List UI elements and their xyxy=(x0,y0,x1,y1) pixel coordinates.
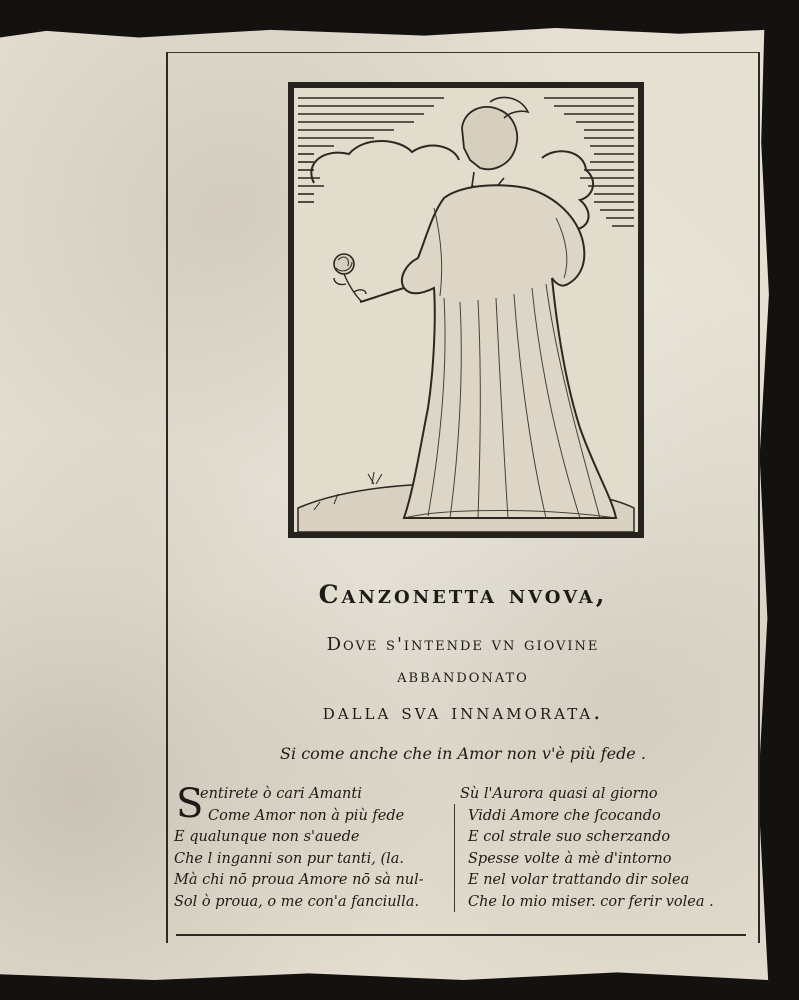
verse-column-left xyxy=(174,781,456,914)
verse-line: Viddi Amore che ſcocando xyxy=(468,807,661,824)
verse-line: E nel volar trattando dir solea xyxy=(468,872,690,889)
title-line-1: Canzonetta nvova, xyxy=(318,580,608,609)
woodcut-illustration xyxy=(288,82,644,538)
verse-line: entirete ò cari Amanti xyxy=(200,786,362,802)
verse-line: Che lo mio miser. cor ferir volea . xyxy=(468,893,714,910)
verse-line: E col strale suo scherzando xyxy=(468,829,671,846)
woodcut-woman-holding-rose-icon xyxy=(294,88,638,532)
verse-column-right xyxy=(460,784,752,914)
bottom-rule xyxy=(176,934,746,936)
verse-line: E qualunque non s'auede xyxy=(174,829,360,846)
verse-line: Sù l'Aurora quasi al giorno xyxy=(460,786,658,802)
title-line-3: abbandonato xyxy=(397,666,529,687)
subtitle: Si come anche che in Amor non v'è più fede . xyxy=(280,744,646,763)
column-divider xyxy=(454,804,455,912)
title-line-4: dalla sva innamorata. xyxy=(322,700,604,725)
drop-cap: S xyxy=(176,781,204,827)
verse-line: Che l inganni son pur tanti, (la. xyxy=(174,850,405,867)
verse-line: Sol ò proua, o me con'a fanciulla. xyxy=(174,893,420,910)
verse-line: Come Amor non à più fede xyxy=(208,807,405,824)
title-line-2: Dove s'intende vn giovine xyxy=(326,634,600,655)
verse-line: Mà chi nō proua Amore nō sà nul- xyxy=(174,872,424,889)
verse-line: Spesse volte à mè d'intorno xyxy=(468,850,672,867)
